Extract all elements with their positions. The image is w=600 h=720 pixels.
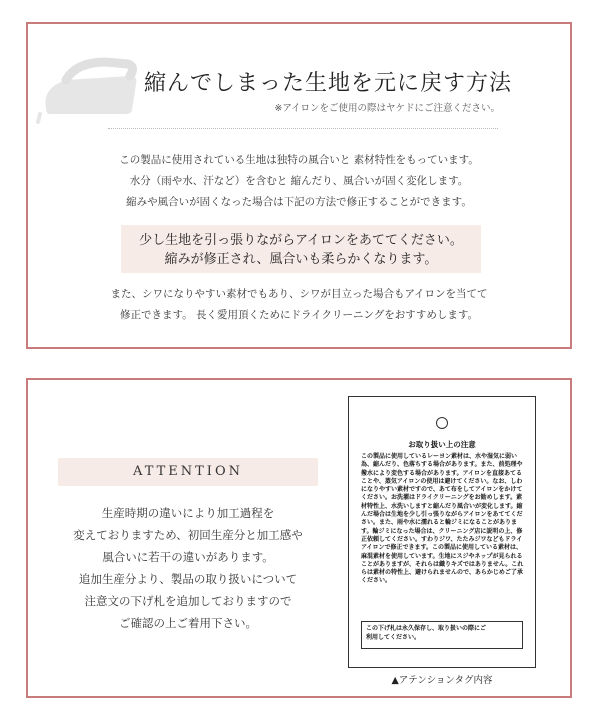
- wrinkle-note: [48, 284, 550, 326]
- dotted-divider: [108, 128, 498, 129]
- tag-caption: ▲アテンションタグ内容: [391, 675, 493, 686]
- attention-line: 注意文の下げ札を追加しておりますので: [84, 594, 292, 608]
- burn-caution-note: ※アイロンをご使用の際はヤケドにご注意ください。: [274, 103, 500, 114]
- tag-body-text: この製品に使用しているレーヨン素材は、水や湿気に弱い為、縮んだり、色落ちする場合があります。また、前処理や撥水により変色する場合があります。アイロンを直接あてることや、蒸気アイロンの使用は避けてください。なお、しわになりやすい素材ですので、あて布をしてアイロンをかけてください。お洗濯はドライクリーニングをお勧めします。素材特性上、水洗いしますと縮んだり風合いが変化します。縮んだ場合は生地を少し引っ張りながらアイロンをあててください。また、雨や水に濡れると輪ジミになることがあります。輪ジミになった場合は、クリーニング店に説明の上、修正依頼してください。すわりジワ、たたみジワなどもドライアイロンで修正できます。この製品に使用している素材は、麻混素材を使用しています。生地にスジやネップが見られることがありますが、それらは織りキズではありません。これらは素材の特性上、避けられませんので、あらかじめご了承ください。: [361, 453, 524, 585]
- attention-line: ご確認の上ご着用下さい。: [119, 616, 257, 630]
- tag-keep-line: この下げ札は永久保存し、取り扱いの際にご: [366, 625, 487, 632]
- description-line: 縮みや風合いが固くなった場合は下記の方法で修正することができます。: [126, 196, 472, 208]
- attention-body: [58, 502, 318, 634]
- care-tag: [348, 396, 536, 668]
- instruction-line: 少し生地を引っ張りながらアイロンをあててください。: [139, 233, 463, 248]
- fabric-description: [48, 150, 550, 213]
- description-line: この製品に使用されている生地は独特の風合いと 素材特性をもっています。: [119, 154, 479, 166]
- ironing-instruction-box: [121, 225, 481, 273]
- instruction-line: 縮みが修正され、風合いも柔らかくなります。: [164, 252, 438, 267]
- attention-line: 変えておりますため、初回生産分と加工感や: [73, 528, 303, 542]
- attention-line: 追加生産分より、製品の取り扱いについて: [78, 572, 298, 586]
- note-line: 修正できます。 長く愛用頂くためにドライクリーニングをおすすめします。: [119, 309, 479, 321]
- attention-panel: [26, 378, 572, 698]
- note-line: また、シワになりやすい素材でもあり、シワが目立った場合もアイロンを当てて: [110, 288, 488, 300]
- tag-title: お取り扱い上の注意: [408, 440, 476, 449]
- attention-heading: ATTENTION: [58, 458, 318, 486]
- attention-line: 生産時期の違いにより加工過程を: [101, 506, 275, 520]
- attention-line: 風合いに若干の違いがあります。: [102, 550, 274, 564]
- tag-hole: [436, 417, 448, 429]
- page-title: 縮んでしまった生地を元に戻す方法: [143, 71, 512, 96]
- description-line: 水分（雨や水、汗など）を含むと 縮んだり、風合いが固く変化します。: [129, 175, 469, 187]
- tag-keep-notice: [361, 621, 523, 649]
- tag-keep-line: 利用してください。: [366, 634, 421, 641]
- restore-method-panel: [26, 22, 572, 349]
